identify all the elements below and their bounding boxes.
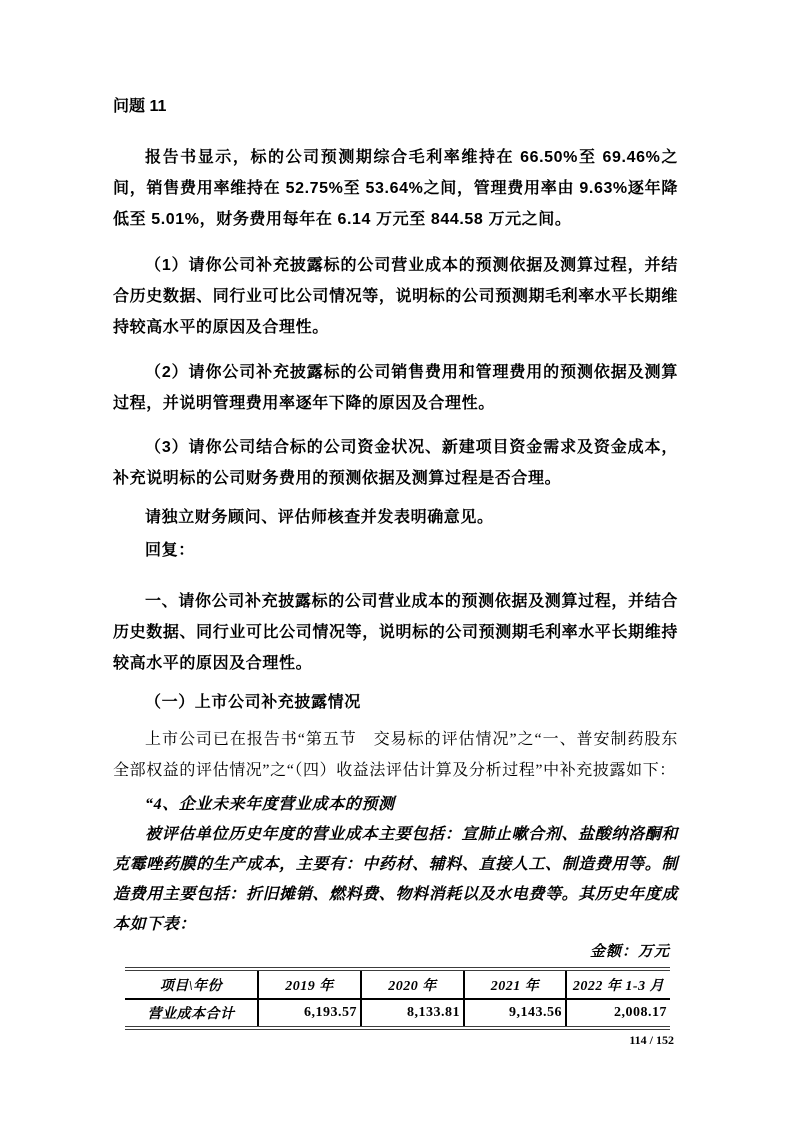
cost-table-wrapper: [125, 967, 670, 1030]
table-header-2019: 2019 年: [258, 971, 361, 999]
table-header-2020: 2020 年: [361, 971, 464, 999]
table-header-2022q1: 2022 年 1-3 月: [566, 971, 670, 999]
question-intro-paragraph: 报告书显示，标的公司预测期综合毛利率维持在 66.50%至 69.46%之间，销售费用率维持在 52.75%至 53.64%之间，管理费用率由 9.63%逐年降低至 5.01%，财务费用每年在 6.14 万元至 844.58 万元之间。: [113, 149, 678, 228]
question-item-2: （2）请你公司补充披露标的公司销售费用和管理费用的预测依据及测算过程，并说明管理费用率逐年下降的原因及合理性。: [113, 364, 678, 412]
question-item-1: （1）请你公司补充披露标的公司营业成本的预测依据及测算过程，并结合历史数据、同行业可比公司情况等，说明标的公司预测期毛利率水平长期维持较高水平的原因及合理性。: [113, 257, 678, 336]
table-row: [125, 999, 670, 1026]
table-cell-2019: 6,193.57: [258, 999, 361, 1026]
reply-heading-1: 一、请你公司补充披露标的公司营业成本的预测依据及测算过程，并结合历史数据、同行业可比公司情况等，说明标的公司预测期毛利率水平长期维持较高水平的原因及合理性。: [113, 593, 678, 672]
table-unit-label: 金额：万元: [589, 944, 670, 960]
table-row-label: 营业成本合计: [147, 1007, 235, 1022]
question-item-3: （3）请你公司结合标的公司资金状况、新建项目资金需求及资金成本，补充说明标的公司财务费用的预测依据及测算过程是否合理。: [113, 439, 678, 487]
table-header-item-year: 项目\年份: [125, 971, 258, 999]
page-content: [113, 0, 678, 1048]
page-number: 114 / 152: [629, 1033, 674, 1047]
quote-heading: “4、企业未来年度营业成本的预测: [145, 796, 395, 813]
disclosure-intro-paragraph: 上市公司已在报告书“第五节 交易标的评估情况”之“一、普安制药股东全部权益的评估情况”之“（四）收益法评估计算及分析过程”中补充披露如下：: [113, 731, 678, 779]
reply-label: 回复：: [145, 542, 195, 559]
question-title: 问题 11: [113, 98, 167, 115]
reply-section-1-title: （一）上市公司补充披露情况: [145, 694, 361, 711]
table-cell-2020: 8,133.81: [361, 999, 464, 1026]
table-header-2021: 2021 年: [464, 971, 566, 999]
quote-body-paragraph: 被评估单位历史年度的营业成本主要包括：宣肺止嗽合剂、盐酸纳洛酮和克霉唑药膜的生产成本，主要有：中药材、辅料、直接人工、制造费用等。制造费用主要包括：折旧摊销、燃料费、物料消耗以及水电费等。其历史年度成本如下表：: [113, 826, 678, 933]
historical-cost-table: [125, 971, 670, 1026]
verification-request: 请独立财务顾问、评估师核查并发表明确意见。: [145, 509, 494, 526]
table-cell-2021: 9,143.56: [464, 999, 566, 1026]
table-cell-2022q1: 2,008.17: [566, 999, 670, 1026]
table-header-row: [125, 971, 670, 999]
